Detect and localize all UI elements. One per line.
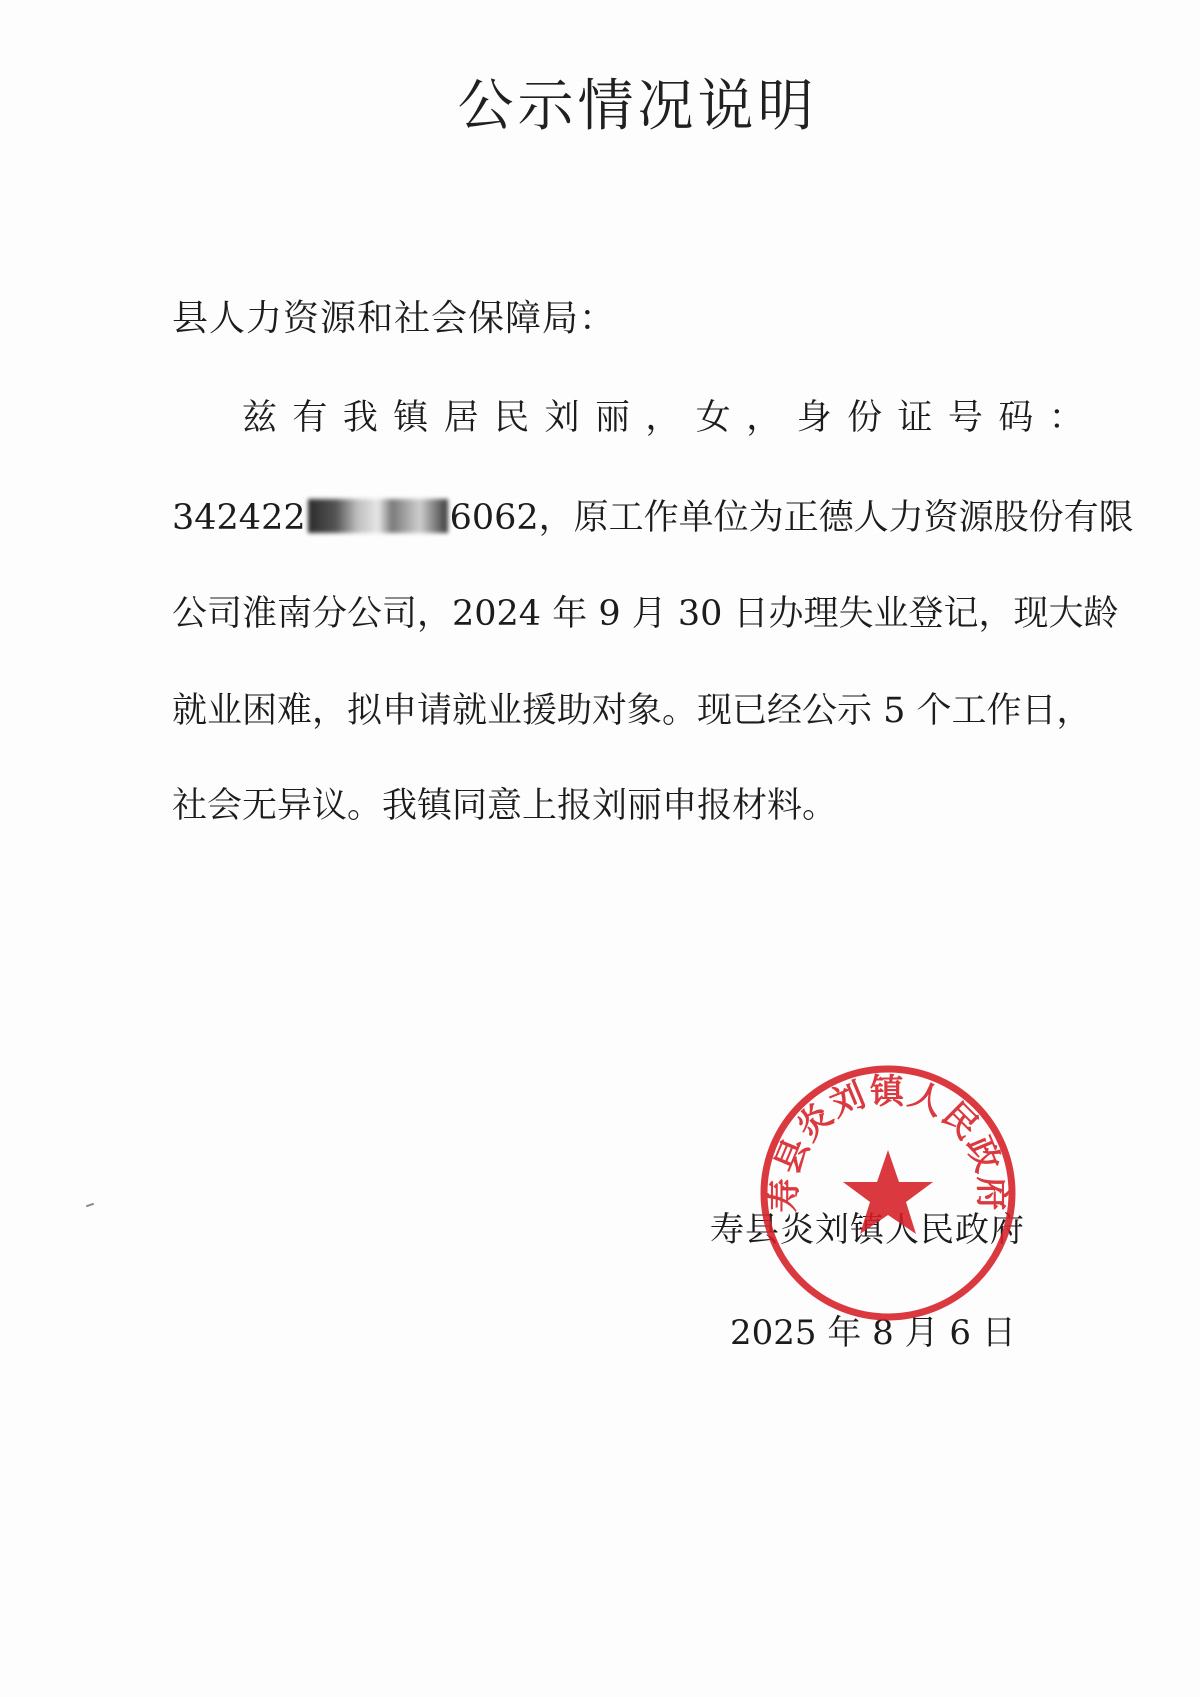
body-line-5: 社会无异议。我镇同意上报刘丽申报材料。 [172,786,838,826]
body-line-1-char: 身 [796,398,832,438]
document-title: 公示情况说明 [457,74,818,139]
body-line-1-char: 兹 [242,398,278,438]
body-line-1-char: 码 [998,398,1034,438]
body-line-1-char: 份 [847,398,883,438]
body-line-1-char: ， [645,398,681,438]
star-icon [843,1150,933,1234]
signing-organization: 寿县炎刘镇人民政府 [710,1210,1025,1250]
body-line-1-char: 有 [292,398,328,438]
body-line-1-char: 我 [342,398,378,438]
body-line-1-char: 刘 [544,398,580,438]
signing-date: 2025 年 8 月 6 日 [730,1313,1016,1353]
body-line-1-char: 证 [897,398,933,438]
svg-text:寿县炎刘镇人民政府: 寿县炎刘镇人民政府 [764,1071,1012,1213]
id-number-prefix: 342422 [172,498,306,538]
body-line-1-char: 女 [695,398,731,438]
body-line-1-char: 号 [947,398,983,438]
body-line-2-text: 6062，原工作单位为正德人力资源股份有限 [449,498,1134,538]
recipient-line: 县人力资源和社会保障局： [172,298,617,339]
scan-speck [86,1203,94,1208]
body-line-1-char: 镇 [393,398,429,438]
body-line-4: 就业困难，拟申请就业援助对象。现已经公示 5 个工作日， [172,691,1092,731]
redacted-id-digits [308,499,448,533]
body-line-1-char: ， [746,398,782,438]
body-line-1 [242,390,1084,440]
body-line-1-char: 民 [494,398,530,438]
official-seal-stamp [757,1062,1019,1324]
body-line-1-char: 居 [443,398,479,438]
body-line-3: 公司淮南分公司，2024 年 9 月 30 日办理失业登记，现大龄 [172,594,1119,634]
body-line-1-char: ： [1048,398,1084,438]
body-line-2 [172,490,1134,540]
body-line-1-char: 丽 [594,398,630,438]
